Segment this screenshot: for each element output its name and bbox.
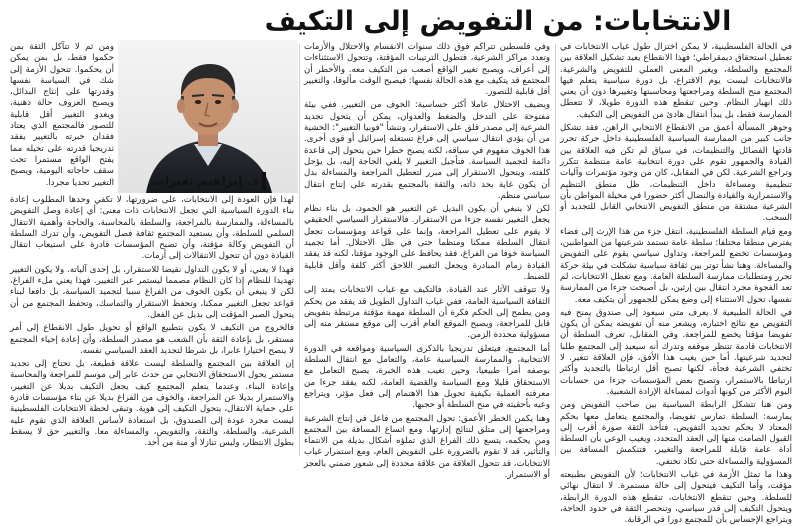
paragraph: ومن ثم لا تتآكل الثقة بمن حكموا فقط، بل بمن يمكن أن يحكموا. تتحول الأزمة إلى شك في السياسة نفسها وقدرتها على إنتاج البدائل، ويصبح العزوف حالة ذهنية، ويغدو التغيير أقل قابلية للتصور فالمجتمع الذي يعتاد فقدان خبرته بالتغيير يفقد تدريجيا قدرته على تخيله مما يفتح الواقع مستمرا تحت سقف حاجاته اليومية، ويصبح التغيير تحديا مجردا. bbox=[10, 42, 114, 188]
author-byline: د. إبراهيم نعيرات bbox=[152, 173, 258, 188]
article-column-left-top bbox=[10, 42, 114, 192]
paragraph: أما المجتمع، فيتعلق تدريجيا بالذكرى السياسية ومواقعه في الدورة الانتخابية، والممارسة السياسية عامة، والتعامل مع انتقال السلطة بوصفه أمرا طبيعيا، وحين تغيب هذه الخبرة، يصبح التعامل مع الاستحقاق قليلا ومع السياسة والقضية العامة، لكنه يفقد جزءا من معرفته العملية بكيفية تحويل هذا الاهتمام إلى فعل مؤثر، ويتراجع وعيه بأحقيته في منح السلطة أو حجبها. bbox=[304, 343, 550, 411]
paragraph: لهذا فإن العودة إلى الانتخابات، على ضرورتها، لا تكفي وحدها المطلوب إعادة بناء الدورة السياسية التي تجعل الانتخابات ذات معنى: أي إعادة وصل التفويض بالمساءلة، والممارسة بالمراجعة، والسلطة بالمحاسبة، والحاجة وأهمية الانتقال السلمي للسلطة، وأن يستعيد المجتمع ثقافة فصل التفويض، وأن تدرك السلطة أن التفويض وكالة مؤقتة، وأن تصبح المؤسسات قادرة على استيعاب انتقال القيادة دون أن تتحول الانتقالات إلى أزمات. bbox=[10, 195, 294, 262]
paragraph: ويضيف الاحتلال عاملا أكثر حساسية: الخوف من التغيير. ففي بيئة مفتوحة على التدخل والضغط والعدوان، يمكن أن يتحول تجديد الشرعية إلى مصدر قلق على الاستقرار، وتنشأ "فوبيا التغيير": الخشية من أن يؤدي انتقال سياسي إلى فراغ تستغله إسرائيل أو قوى أخرى. هذا الخوف مفهوم في سياقه، لكنه يصبح خطرا حين يتحول إلى قاعدة دائمة لتجميد السياسة. فتأجيل التغيير لا يلغي الحاجة إليه، بل يؤجل كلفته، ويتحول الاستقرار إلى مبرر لتعطيل المراجعة والمساءلة بدل أن يكون غاية بحد ذاته، والثقة بالمجتمع بقدرته على إنتاج انتقال سياسي منظم. bbox=[304, 100, 550, 201]
paragraph: وفي فلسطين تتراكم فوق ذلك سنوات الانقسام والاحتلال والأزمات وتعدد مراكز الشرعية، فتطول الترتيبات المؤقتة، وتتحول الاستثناءات إلى أعراف، ويصبح تغيير الواقع أصعب من التكيف معه. والأخطر أن المجتمع قد يتكيف مع هذه الحالة نفسها: فيصبح الوقت مألوفا، والتغيير أقل قابلية للتصور. bbox=[304, 42, 550, 98]
paragraph: ومن هنا تتشكل الرابطة السياسية بين صاحب التفويض ومن يمارسه: السلطة تمارس تفويضا، والمجتمع يتعامل معها بحكم المعتاد لا بحكم تجديد التفويض، فتأخذ الثقة صورة أقرب إلى القبول الصامت منها إلى العقد المتجدد، ويغيب الوعي بأن السلطة أداة عامة قابلة للمراجعة والتغيير، فتنكمش المسافة بين المسؤولية والمساءلة حتى تكاد تختفي. bbox=[560, 400, 792, 467]
article-title: الانتخابات: من التفويض إلى التكيف bbox=[264, 6, 732, 37]
article-column-left bbox=[10, 195, 294, 457]
paragraph: فالخروج من التكيف لا يكون بتطبيع الواقع أو تحويل طول الانقطاع إلى أمر مستقر، بل بإعادة الثقة بأن الشعب هو مصدر السلطة، وأن إعادة إحياء المجتمع لا ينصح اختيارا عابرا، بل شرطا لتجديد العقد السياسي نفسه. bbox=[10, 323, 294, 356]
article-column-right bbox=[560, 42, 792, 526]
column-divider bbox=[555, 44, 556, 456]
paragraph: ولا تتوقف الآثار عند القيادة. فالتكيف مع غياب الانتخابات يمتد إلى الثقافة السياسية العامة، ففي غياب التداول الطويل قد يفقد من يحكم ومن يطمح إلى الحكم فكرة أن السلطة مهمة مؤقتة مرتبطة بتفويض قابل للمراجعة، ويصبح الموقع العام أقرب إلى موقع مستقر منه إلى مسؤولية محددة الزمن. bbox=[304, 285, 550, 341]
paragraph: لكن لا ينبغي أن يكون البديل عن التغيير هو الجمود، بل بناء نظام يجعل التغيير نفسه جزءا من الاستقرار. فالاستقرار السياسي الحقيقي لا يقوم على تعطيل المراجعة، وإنما على قواعد ومؤسسات تجعل انتقال السلطة ممكنا ومنظما حتى في ظل الاحتلال. أما تجميد السياسة خوفا من الفراغ، فقد يحافظ على الوجود مؤقتا، لكنه قد يفقد القيادة زمام المبادرة ويجعل التغيير اللاحق أكثر كلفة وأقل قابلية للضبط. bbox=[304, 204, 550, 282]
paragraph: وجوهر المسألة أعمق من الانقطاع الانتخابي الراهن. فقد تشكل جانب كبير من الممارسة السياسية الفلسطينية داخل حركة تحرر قادتها الفصائل والتنظيمات، في سياق لم تكن فيه العلاقة بين القيادة والجمهور تقوم على دورة انتخابية عامة منتظمة تتكرر وتراجع الشرعية. لكن في المقابل، كان من وجود مؤتمرات وآليات تنظيمية ومساءلة داخل التنظيمات، ظل منطق التنظيم والاستمرارية والقيادة والنضال أكثر حضورا في مخيلة المواطن بأن الشرعية مشتقة من منطق التفويض الانتخابي القابل للتجديد أو السحب. bbox=[560, 123, 792, 224]
paragraph: في الحالة الطبيعية لا يعرف متى سيعود إلى صندوق يمنح فيه التفويض مع نتائج اختياره، ويشعر منه أن تفويضه يمكن أن يكون تفويضا مؤقتا يخضع للمراجعة. وفي المقابل، تعرف السلطة أن الانتخابات قادمة تتنظر موقفه وتدرك أنه سيعيد إلى المجتمع طلبا لتجديد شرعيتها. أما حين يغيب هذا الأفق، فإن العلاقة تتغير. لا تختفي الشرعية فجأة، لكنها تصبح أقل ارتباطا بالتجديد وأكثر ارتباطا بالاستمرار، وتصبح بعض المؤسسات جزءا من حسابات اليوم الأكثر من كونها أدوات لمساءلة الإرادة الشعبية. bbox=[560, 307, 792, 397]
paragraph: فهذا لا يعني، أو لا يكون التداول نقيضا للاستقرار، بل إحدى آلياته. ولا يكون التغيير تهديدا للنظام إذا كان النظام مصمما ليستمر عبر التغيير. فهذا يعني ملء الفراغ، لكن لا ينبغي أن يكون الخوف من الفراغ سببا لتجميد السياسة، بل دافعا لبناء قواعد تجعل التغيير ممكنا، وتحفظ الاستقرار والتماسك، وتحفظ المجتمع من أن يتحول الصبر المؤقت إلى بديل عن الفعل. bbox=[10, 264, 294, 320]
paragraph: في الحالة الفلسطينية، لا يمكن اختزال طول غياب الانتخابات في تعطيل استحقاق ديمقراطي؛ فهذا الانقطاع يعيد تشكيل العلاقة بين المجتمع والسلطة، ويغير المعنى العملي للتفويض والشرعية. فالانتخابات ليست يوم الاقتراع، بل دورة سياسية يتعلم فيها المجتمع منح السلطة ومراجعتها ومحاسبتها وتغييرها دون أن يعني ذلك انهيار النظام. وحين تنقطع هذه الدورة طويلا، لا تتعطل الممارسة فقط، بل يبدأ انتقال هادئ من التفويض إلى التكيف. bbox=[560, 42, 792, 120]
paragraph: إن العلاقة بين المجتمع والسلطة ليست علاقة قطيعة، بل تحتاج إلى تجديد مستمر يحول الاستحقاق الانتخابي من حدث عابر إلى موسم للمراجعة والمحاسبة وإعادة البناء. وعندما يتعلم المجتمع كيف يجعل التكيف بديلا عن التغيير، والاستمرار بديلا عن المراجعة، والخوف من الفراغ بديلا عن بناء مؤسسات قادرة على حماية الانتقال، يتحول التكيف إلى هوية. وتبقى لحظة الانتخابات الفلسطينية ليست مجرد عودة إلى الصندوق، بل استعادة لأساس العلاقة الذي تقوم عليه الشرعية، والسلطة، والثقة، والتفويض، والمساءلة معا. والتغيير حق لا يسقط بطول الانتظار، وليس تنازلا أو منة من أحد. bbox=[10, 359, 294, 449]
article-column-middle bbox=[304, 42, 550, 480]
paragraph: ومع قيام السلطة الفلسطينية، انتقل جزء من هذا الإرث إلى فضاء يفترض منطقا مختلفا: سلطة عامة تستمد شرعيتها من المواطنين، ومؤسسات تخضع للمراجعة، وتداول سياسي يقوم على التفويض والمساءلة. وهنا نشأ توتر بين ثقافة سياسية تشكلت في بيئة حركة تحرر ومتطلبات ممارسة السلطة العامة. ومع تعطل الانتخابات، لم تعد الفجوة مجرد انتقال بين إرثين، بل أصبحت جزءا من الممارسة نفسها، تحول الاستثناء إلى وضع يمكن للجمهور أن يتكيف معه. bbox=[560, 226, 792, 305]
author-portrait-illustration bbox=[118, 40, 298, 193]
author-photo bbox=[118, 40, 298, 193]
column-divider bbox=[299, 44, 300, 456]
paragraph: وهنا يكمن الخطر الأعمق: تحول المجتمع من فاعل في إنتاج الشرعية ومراجعتها إلى متلق لنتائج إدارتها. ومع اتساع المسافة بين المجتمع ومن يحكمه، يتسع ذلك الفراغ الذي تملؤه أشكال بديلة من الانتماء والتأثير، قد لا تقوم بالضرورة على التفويض العام، ومع استمرار غياب الانتخابات، قد تتحول العلاقة من علاقة محددة إلى شعور ضمني بالعجز أو الاستمرار. bbox=[304, 413, 550, 480]
paragraph: وهذا ما تمثل الأزمة في غياب الانتخابات؛ لأن التفويض بطبيعته مؤقت، وأما التكيف فيتحول إلى حالة مستمرة. لا انتقال نهائي للسلطة. وحين تنقطع الانتخابات، تنقطع هذه الدورة الرابطة، ويتحول التكيف إلى قدر سياسي، وتنحصر الثقة في حدود الحاجة، ويتراجع الإحساس بأن للمجتمع دورا في الرقابة. bbox=[560, 469, 792, 526]
byline-marker bbox=[262, 172, 266, 190]
